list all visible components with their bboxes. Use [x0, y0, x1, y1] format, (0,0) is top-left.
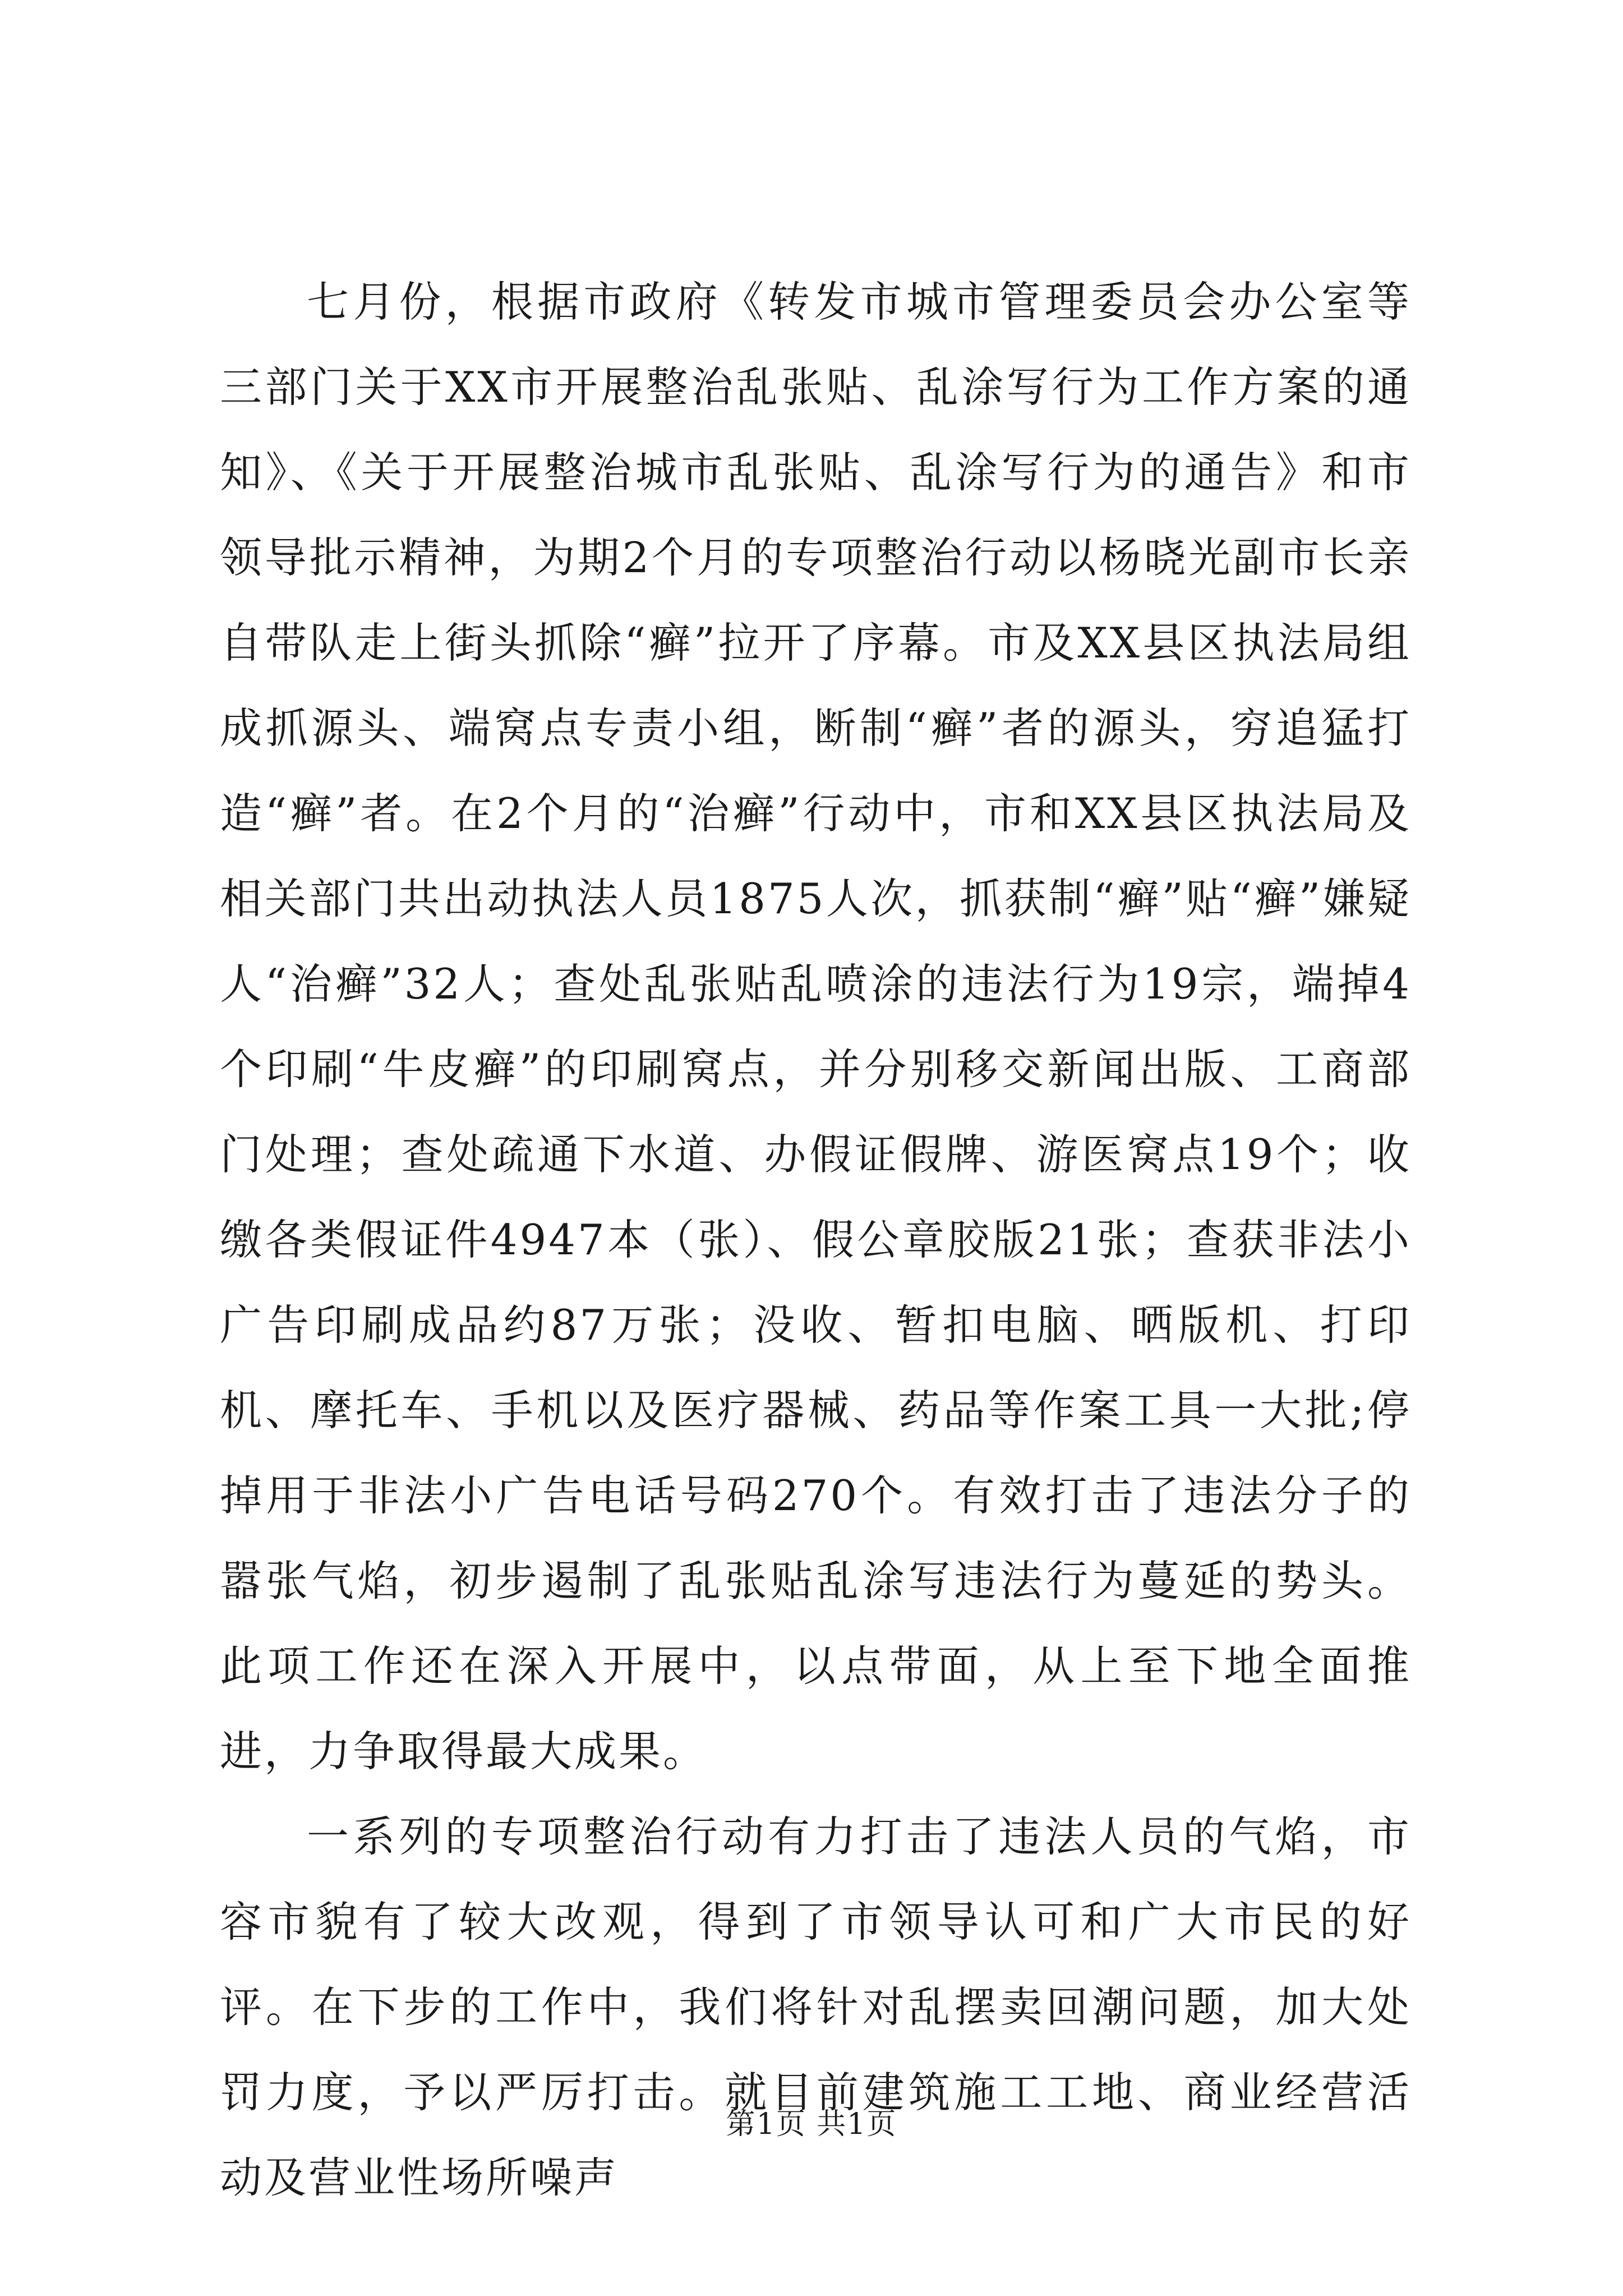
paragraph-1: 七月份，根据市政府《转发市城市管理委员会办公室等三部门关于XX市开展整治乱张贴、乱涂写行为工作方案的通知》、《关于开展整治城市乱张贴、乱涂写行为的通告》和市领导批示精神，为期2个月的专项整治行动以杨晓光副市长亲自带队走上街头抓除“癣”拉开了序幕。市及XX县区执法局组成抓源头、端窝点专责小组，断制“癣”者的源头，穷追猛打造“癣”者。在2个月的“治癣”行动中，市和XX县区执法局及相关部门共出动执法人员1875人次，抓获制“癣”贴“癣”嫌疑人“治癣”32人；查处乱张贴乱喷涂的违法行为19宗，端掉4个印刷“牛皮癣”的印刷窝点，并分别移交新闻出版、工商部门处理；查处疏通下水道、办假证假牌、游医窝点19个；收缴各类假证件4947本（张）、假公章胶版21张；查获非法小广告印刷成品约87万张；没收、暂扣电脑、晒版机、打印机、摩托车、手机以及医疗器械、药品等作案工具一大批;停掉用于非法小广告电话号码270个。有效打击了违法分子的嚣张气焰，初步遏制了乱张贴乱涂写违法行为蔓延的势头。此项工作还在深入开展中，以点带面，从上至下地全面推进，力争取得最大成果。	[220, 277, 1412, 1776]
paragraph-2: 一系列的专项整治行动有力打击了违法人员的气焰，市容市貌有了较大改观，得到了市领导认可和广大市民的好评。在下步的工作中，我们将针对乱摆卖回潮问题，加大处罚力度，予以严厉打击。就目前建筑施工工地、商业经营活动及营业性场所噪声	[220, 1812, 1412, 2202]
page-footer: 第1页 共1页	[726, 2108, 897, 2141]
document-body	[220, 259, 1412, 2220]
